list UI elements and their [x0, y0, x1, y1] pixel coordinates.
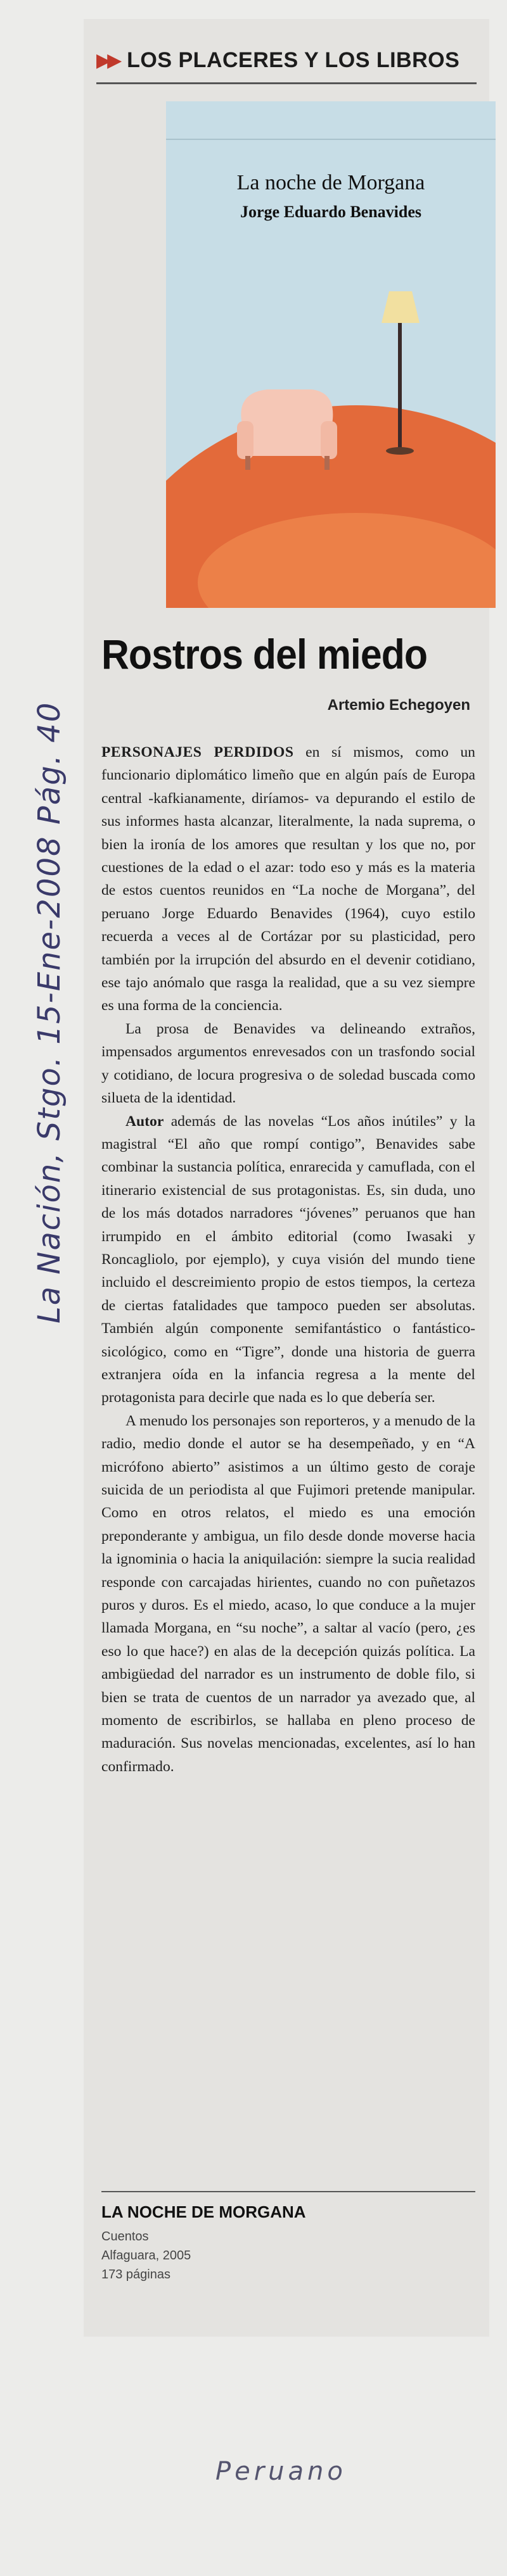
factbox-pages: 173 páginas — [101, 2268, 170, 2282]
factbox-title: LA NOCHE DE MORGANA — [101, 2202, 306, 2221]
handwritten-tag: Peruano — [215, 2457, 347, 2486]
article-title: Rostros del miedo — [101, 631, 428, 678]
book-factbox — [101, 2202, 475, 2284]
paragraph-2: La prosa de Benavides va delineando extraños, impensados argumentos enrevesados con un trasfondo social y cotidiano, de locura progresiva o de soledad buscada como silueta de la identidad. — [101, 1020, 475, 1107]
run-in: Autor — [125, 1113, 164, 1130]
paragraph-1-text: en sí mismos, como un funcionario diplomático limeño que en algún país de Europa central -kafkianamente, diríamos- va depurando el estilo de sus informes hasta alcanzar, literalmente, la nada suprema, o bien la ironía de los amores que resultan y los que no, por cuestiones de la edad o el azar: todo eso y más es la materia de estos cuentos reunidos en “La noche de Morgana”, del peruano Jorge Eduardo Benavides (1964), cuyo estilo recuerda a veces al de Cortázar por su plasticidad, pero también por la irrupción del absurdo en el devenir cotidiano, ese tajo anómalo que rasga la realidad, que a su vez siempre es una forma de la conciencia. — [101, 744, 475, 1014]
section-header — [96, 38, 477, 82]
cover-author: Jorge Eduardo Benavides — [240, 203, 422, 221]
handwritten-source-note: La Nación, Stgo. 15-Ene-2008 Pág. 40 — [32, 701, 67, 1323]
end-rule — [101, 2191, 475, 2192]
factbox-genre: Cuentos — [101, 2230, 149, 2244]
paragraph-3-text: además de las novelas “Los años inútiles” y la magistral “El año que rompí contigo”, Benavides sabe combinar la sustancia política, enrarecida y camuflada, con el itinerario existencial de sus protagonistas. Es, sin duda, uno de los más dotados narradores “jóvenes” peruanos que han irrumpido en el ámbito editorial (como Iwasaki y Roncagliolo, por ejemplo), y cuya visión del mundo tiene incluido el descreimiento propio de estos tiempos, la certeza de ciertas fatalidades que tampoco pueden ser absolutas. También algún componente semifantástico o fantástico-sicológico, como en “Tigre”, donde una historia de guerra extranjera oída en la infancia regresa a la mente del protagonista para decirle que nada es lo que debería ser. — [101, 1113, 476, 1406]
header-rule — [96, 82, 477, 84]
double-arrow-icon: ▶▶ — [96, 49, 119, 72]
lead-in: PERSONAJES PERDIDOS — [101, 744, 294, 761]
article-body — [101, 741, 475, 1778]
article-author: Artemio Echegoyen — [327, 697, 470, 714]
cover-title: La noche de Morgana — [236, 171, 425, 194]
book-cover — [166, 101, 496, 608]
section-label: LOS PLACERES Y LOS LIBROS — [127, 47, 460, 72]
factbox-publisher: Alfaguara, 2005 — [101, 2249, 191, 2263]
paragraph-4: A menudo los personajes son reporteros, y a menudo de la radio, medio donde el autor se ha desempeñado, y en “A micrófono abierto” asistimos a un último gesto de coraje suicida de un periodista al que Fujimori pretende manipular. Como en otros relatos, el miedo es una emoción preponderante y ambigua, un filo desde donde moverse hacia la ignominia o hacia la aniquilación: siempre la sucia realidad responde con carcajadas hirientes, cuando no con puñetazos puros y duros. Es el miedo, acaso, lo que conduce a la mujer llamada Morgana, en “su noche”, a saltar al vacío (pero, ¿es eso lo que hace?) en alas de la decepción quizás política. La ambigüedad del narrador es un instrumento de doble filo, si bien se trata de cuentos de un narrador ya avezado que, al momento de escribirlos, se hallaba en pleno proceso de maduración. Sus novelas mencionadas, excelentes, así lo han confirmado. — [101, 1412, 475, 1775]
paragraph-3 — [101, 1110, 475, 1410]
newspaper-clipping — [84, 19, 489, 2337]
paragraph-1 — [101, 741, 475, 1018]
